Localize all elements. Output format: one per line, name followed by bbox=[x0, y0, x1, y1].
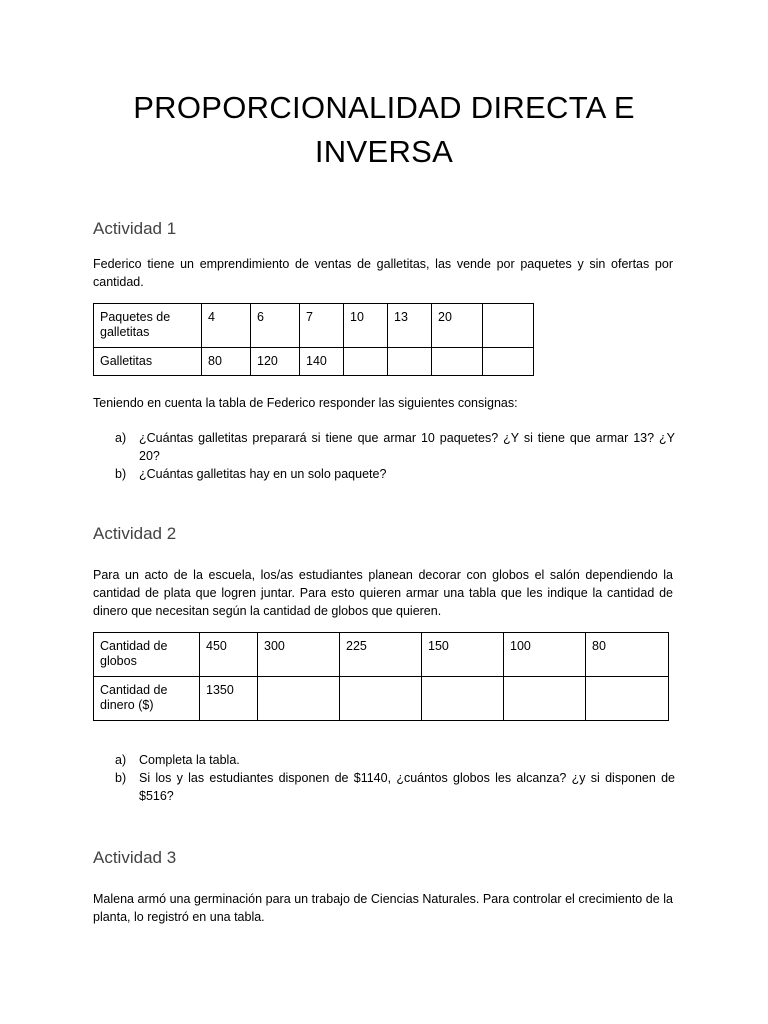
list-item bbox=[115, 429, 675, 465]
table-cell: 1350 bbox=[200, 677, 258, 721]
actividad-1-questions bbox=[115, 429, 675, 483]
table-cell: Cantidad de dinero ($) bbox=[94, 677, 200, 721]
table-cell: Galletitas bbox=[94, 348, 202, 376]
table-cell bbox=[388, 348, 432, 376]
actividad-1-intro: Federico tiene un emprendimiento de ventas de galletitas, las vende por paquetes y sin ofertas por cantidad. bbox=[93, 257, 673, 289]
table-row bbox=[94, 304, 534, 348]
actividad-1-heading: Actividad 1 bbox=[93, 219, 177, 238]
table-cell: 150 bbox=[422, 633, 504, 677]
table-cell: 4 bbox=[202, 304, 251, 348]
list-item bbox=[115, 751, 675, 769]
list-marker: b) bbox=[115, 771, 127, 785]
table-cell: Cantidad de globos bbox=[94, 633, 200, 677]
list-marker: b) bbox=[115, 467, 127, 481]
list-marker: a) bbox=[115, 431, 127, 445]
table-cell: 80 bbox=[586, 633, 669, 677]
table-cell: 20 bbox=[432, 304, 483, 348]
table-cell bbox=[422, 677, 504, 721]
table-cell: 450 bbox=[200, 633, 258, 677]
question-text: ¿Cuántas galletitas hay en un solo paquete? bbox=[139, 467, 387, 481]
question-text: Si los y las estudiantes disponen de $1140, ¿cuántos globos les alcanza? ¿y si disponen de $516? bbox=[139, 771, 675, 803]
table-cell: 7 bbox=[300, 304, 344, 348]
actividad-1-prompt: Teniendo en cuenta la tabla de Federico responder las siguientes consignas: bbox=[93, 396, 518, 410]
table-cell bbox=[432, 348, 483, 376]
page-title: PROPORCIONALIDAD DIRECTA E INVERSA bbox=[133, 90, 635, 169]
actividad-2-intro: Para un acto de la escuela, los/as estudiantes planean decorar con globos el salón dependiendo la cantidad de plata que logren juntar. Para esto quieren armar una tabla que les indique la cantidad de dinero que necesitan según la cantidad de globos que quieren. bbox=[93, 568, 673, 618]
table-cell: 120 bbox=[251, 348, 300, 376]
actividad-3-intro: Malena armó una germinación para un trabajo de Ciencias Naturales. Para controlar el crecimiento de la planta, lo registró en una tabla. bbox=[93, 892, 673, 924]
table-row bbox=[94, 677, 669, 721]
table-cell bbox=[504, 677, 586, 721]
table-cell bbox=[344, 348, 388, 376]
table-cell bbox=[586, 677, 669, 721]
list-item bbox=[115, 769, 675, 805]
actividad-2-questions bbox=[115, 751, 675, 805]
list-marker: a) bbox=[115, 753, 127, 767]
question-text: ¿Cuántas galletitas preparará si tiene que armar 10 paquetes? ¿Y si tiene que armar 13? ¿Y 20? bbox=[139, 431, 675, 463]
table-cell bbox=[258, 677, 340, 721]
table-row bbox=[94, 348, 534, 376]
table-cell: 225 bbox=[340, 633, 422, 677]
table-cell: 10 bbox=[344, 304, 388, 348]
actividad-3-heading: Actividad 3 bbox=[93, 848, 177, 867]
table-cell bbox=[340, 677, 422, 721]
table-cell: 300 bbox=[258, 633, 340, 677]
table-cell: 13 bbox=[388, 304, 432, 348]
table-cell: 80 bbox=[202, 348, 251, 376]
table-cell bbox=[483, 348, 534, 376]
table-cell: 6 bbox=[251, 304, 300, 348]
actividad-2-heading: Actividad 2 bbox=[93, 524, 177, 543]
question-text: Completa la tabla. bbox=[139, 753, 240, 767]
table-cell: Paquetes de galletitas bbox=[94, 304, 202, 348]
table-cell bbox=[483, 304, 534, 348]
table-cell: 100 bbox=[504, 633, 586, 677]
table-row bbox=[94, 633, 669, 677]
table-cell: 140 bbox=[300, 348, 344, 376]
list-item bbox=[115, 465, 675, 483]
actividad-1-table bbox=[93, 303, 534, 376]
actividad-2-table bbox=[93, 632, 669, 721]
